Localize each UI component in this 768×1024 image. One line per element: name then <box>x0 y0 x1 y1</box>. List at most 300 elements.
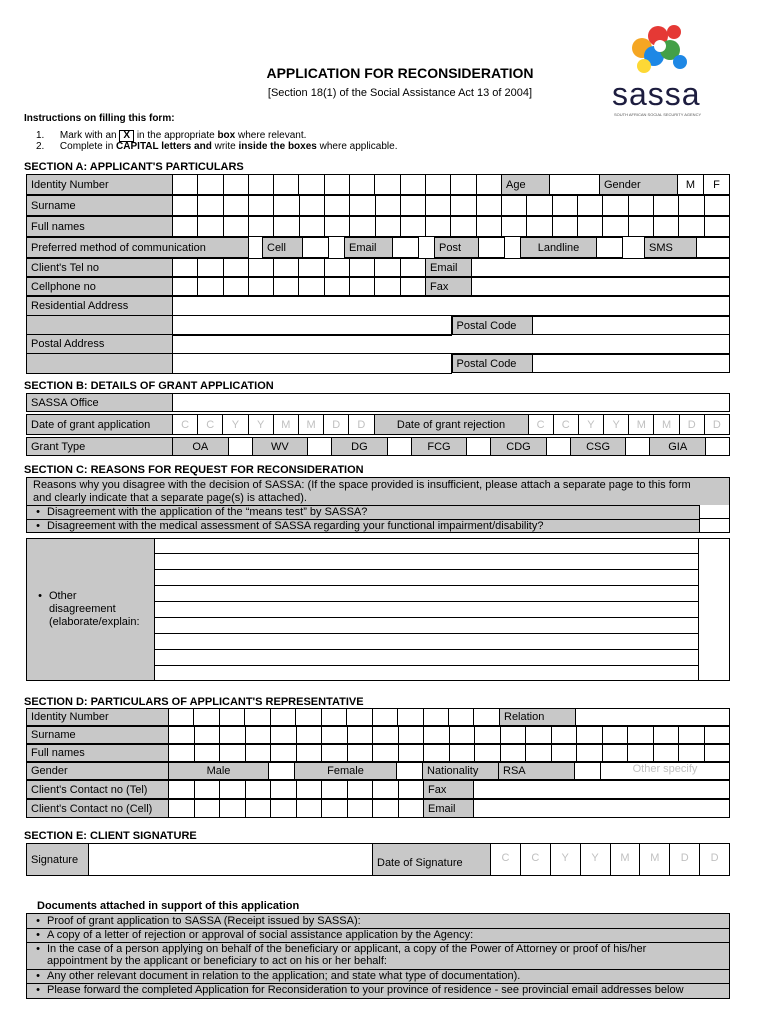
fax-input[interactable] <box>472 278 730 296</box>
rep-id-box[interactable] <box>474 709 500 726</box>
cell-digit-box[interactable] <box>324 278 349 296</box>
rep-tel-box[interactable] <box>194 781 220 799</box>
rep-id-box[interactable] <box>347 709 372 726</box>
rep-id-box[interactable] <box>296 709 321 726</box>
rep-surname-box[interactable] <box>653 727 679 744</box>
cell-digit-box[interactable] <box>274 278 299 296</box>
postal-code-2-input[interactable] <box>532 355 729 373</box>
surname-box[interactable] <box>653 196 678 216</box>
postal-code-2-label: Postal Code <box>452 355 532 373</box>
gender-label: Gender <box>600 175 678 195</box>
grant-type-fcg-box[interactable] <box>467 438 491 456</box>
id-digit-box[interactable] <box>451 175 476 195</box>
instruction-2-text-a: Complete in <box>59 141 114 152</box>
rep-full-names-box[interactable] <box>245 745 271 762</box>
full-names-box[interactable] <box>426 217 451 237</box>
residential-address-block <box>26 296 730 336</box>
full-names-box[interactable] <box>603 217 628 237</box>
surname-row <box>26 195 730 216</box>
rep-cell-box[interactable] <box>271 800 297 818</box>
grant-type-dg-label: DG <box>332 438 388 456</box>
rep-surname-box[interactable] <box>424 727 450 744</box>
rep-full-names-box[interactable] <box>169 745 195 762</box>
rep-surname-box[interactable] <box>704 727 730 744</box>
document-item-continuation: appointment by the applicant or beneficiary to act on his or her behalf: <box>47 955 387 967</box>
full-names-box[interactable] <box>704 217 729 237</box>
rep-full-names-label: Full names <box>27 745 169 762</box>
tel-digit-box[interactable] <box>198 259 223 277</box>
other-disagreement-lines[interactable] <box>155 539 699 680</box>
relation-input[interactable] <box>576 709 730 726</box>
age-input[interactable] <box>550 175 600 195</box>
rep-cell-box[interactable] <box>322 800 348 818</box>
id-digit-box[interactable] <box>375 175 400 195</box>
rep-id-box[interactable] <box>321 709 346 726</box>
surname-box[interactable] <box>173 196 198 216</box>
rep-surname-box[interactable] <box>449 727 475 744</box>
cell-digit-box[interactable] <box>198 278 223 296</box>
full-names-box[interactable] <box>502 217 527 237</box>
surname-box[interactable] <box>198 196 223 216</box>
cell-digit-box[interactable] <box>223 278 248 296</box>
rep-full-names-box[interactable] <box>194 745 220 762</box>
section-a-heading: SECTION A: APPLICANT'S PARTICULARS <box>24 161 244 173</box>
cell-digit-box[interactable] <box>350 278 375 296</box>
surname-box[interactable] <box>476 196 501 216</box>
rejection-date-box[interactable]: Y <box>604 415 629 435</box>
cell-option-label: Cell <box>263 238 303 258</box>
rep-tel-box[interactable] <box>245 781 271 799</box>
rep-identity-row <box>26 708 730 726</box>
cell-option-box[interactable] <box>303 238 329 258</box>
document-item <box>29 930 473 941</box>
reason-means-test-box[interactable] <box>700 505 729 519</box>
application-date-box[interactable]: C <box>198 415 223 435</box>
rep-full-names-box[interactable] <box>704 745 730 762</box>
tel-digit-box[interactable] <box>299 259 324 277</box>
rep-email-input[interactable] <box>474 800 730 818</box>
sassa-office-input[interactable] <box>173 394 730 412</box>
signature-label: Signature <box>27 844 89 876</box>
instruction-1-text-b: in the appropriate <box>136 130 215 141</box>
surname-box[interactable] <box>248 196 273 216</box>
rep-full-names-box[interactable] <box>475 745 501 762</box>
rep-tel-box[interactable] <box>220 781 246 799</box>
application-date-box[interactable]: Y <box>248 415 273 435</box>
surname-box[interactable] <box>223 196 248 216</box>
signature-date-box[interactable]: M <box>640 844 670 876</box>
signature-date-box[interactable]: C <box>520 844 550 876</box>
cellphone-row <box>26 277 730 296</box>
instruction-x-mark: X <box>119 130 134 142</box>
tel-digit-box[interactable] <box>350 259 375 277</box>
full-names-box[interactable] <box>223 217 248 237</box>
cell-digit-box[interactable] <box>400 278 425 296</box>
full-names-box[interactable] <box>451 217 476 237</box>
instruction-1-number: 1. <box>36 130 45 141</box>
date-of-application-label: Date of grant application <box>27 415 173 435</box>
application-date-box[interactable]: M <box>298 415 323 435</box>
signature-date-box[interactable]: D <box>670 844 700 876</box>
full-names-box[interactable] <box>628 217 653 237</box>
id-digit-box[interactable] <box>198 175 223 195</box>
full-names-box[interactable] <box>476 217 501 237</box>
rep-cell-label: Client's Contact no (Cell) <box>27 800 169 818</box>
rep-tel-box[interactable] <box>271 781 297 799</box>
application-date-box[interactable]: D <box>324 415 349 435</box>
postal-code-input[interactable] <box>532 317 729 335</box>
surname-box[interactable] <box>375 196 400 216</box>
rep-surname-label: Surname <box>27 727 169 744</box>
rep-full-names-box[interactable] <box>628 745 654 762</box>
id-digit-box[interactable] <box>400 175 425 195</box>
rep-surname-box[interactable] <box>526 727 552 744</box>
section-c-heading: SECTION C: REASONS FOR REQUEST FOR RECONSIDERATION <box>24 464 364 476</box>
rep-id-box[interactable] <box>448 709 473 726</box>
application-date-box[interactable]: C <box>173 415 198 435</box>
rep-cell-box[interactable] <box>194 800 220 818</box>
id-digit-box[interactable] <box>173 175 198 195</box>
rejection-date-box[interactable]: D <box>704 415 729 435</box>
rep-full-names-box[interactable] <box>322 745 348 762</box>
rep-surname-box[interactable] <box>500 727 526 744</box>
nationality-label: Nationality <box>423 763 499 780</box>
cell-digit-box[interactable] <box>375 278 400 296</box>
rep-tel-box[interactable] <box>296 781 322 799</box>
tel-digit-box[interactable] <box>173 259 198 277</box>
surname-box[interactable] <box>578 196 603 216</box>
signature-date-box[interactable]: Y <box>580 844 610 876</box>
full-names-box[interactable] <box>299 217 324 237</box>
surname-box[interactable] <box>274 196 299 216</box>
rep-full-names-box[interactable] <box>373 745 399 762</box>
rep-full-names-box[interactable] <box>398 745 424 762</box>
rep-id-box[interactable] <box>270 709 295 726</box>
rep-male-box[interactable] <box>269 763 295 780</box>
rep-tel-box[interactable] <box>169 781 195 799</box>
full-names-box[interactable] <box>552 217 577 237</box>
other-label-line-3: (elaborate/explain: <box>49 616 140 628</box>
rejection-date-box[interactable]: C <box>528 415 553 435</box>
preferred-method-row <box>26 237 730 258</box>
id-digit-box[interactable] <box>476 175 501 195</box>
application-date-box[interactable]: M <box>273 415 298 435</box>
postal-address-block <box>26 334 730 374</box>
document-item-text: Any other relevant document in relation to the application; and state what type of documentation). <box>47 970 521 982</box>
rep-surname-row <box>26 726 730 744</box>
landline-option-box[interactable] <box>597 238 623 258</box>
id-digit-box[interactable] <box>324 175 349 195</box>
reason-medical-text: Disagreement with the medical assessment of SASSA regarding your functional impairment/disability? <box>47 520 544 532</box>
email-label: Email <box>426 259 472 277</box>
identity-number-label: Identity Number <box>27 175 173 195</box>
grant-type-cdg-box[interactable] <box>546 438 570 456</box>
gender-m-option[interactable]: M <box>678 175 704 195</box>
rep-full-names-box[interactable] <box>526 745 552 762</box>
postal-address-label: Postal Address <box>27 335 173 354</box>
grant-type-csg-label: CSG <box>570 438 626 456</box>
signature-date-box[interactable]: C <box>491 844 521 876</box>
grant-type-oa-box[interactable] <box>228 438 252 456</box>
identity-number-row <box>26 174 730 195</box>
post-option-box[interactable] <box>479 238 505 258</box>
document-item-text: Proof of grant application to SASSA (Receipt issued by SASSA): <box>47 915 361 927</box>
reasons-intro-box <box>26 477 730 533</box>
rep-fax-label: Fax <box>424 781 474 799</box>
reason-medical-box[interactable] <box>700 519 729 532</box>
other-label-line-1: Other <box>49 590 77 602</box>
rep-full-names-box[interactable] <box>296 745 322 762</box>
nationality-rsa-label: RSA <box>499 763 575 780</box>
full-names-box[interactable] <box>350 217 375 237</box>
full-names-box[interactable] <box>274 217 299 237</box>
instruction-2-caps: CAPITAL letters and <box>116 141 212 152</box>
rep-id-box[interactable] <box>372 709 397 726</box>
signature-date-box[interactable]: Y <box>550 844 580 876</box>
rep-full-names-box[interactable] <box>679 745 705 762</box>
signature-field[interactable] <box>89 844 373 876</box>
document-item <box>29 971 520 982</box>
rejection-date-box[interactable]: M <box>654 415 679 435</box>
rep-cell-box[interactable] <box>398 800 424 818</box>
id-digit-box[interactable] <box>274 175 299 195</box>
full-names-box[interactable] <box>653 217 678 237</box>
rep-email-label: Email <box>424 800 474 818</box>
section-d-heading: SECTION D: PARTICULARS OF APPLICANT'S REPRESENTATIVE <box>24 696 364 708</box>
surname-box[interactable] <box>552 196 577 216</box>
application-date-box[interactable]: Y <box>223 415 248 435</box>
tel-digit-box[interactable] <box>400 259 425 277</box>
age-label: Age <box>502 175 550 195</box>
rep-id-box[interactable] <box>423 709 448 726</box>
application-date-box[interactable]: D <box>349 415 374 435</box>
email-input[interactable] <box>472 259 730 277</box>
rep-full-names-box[interactable] <box>220 745 246 762</box>
rep-tel-box[interactable] <box>347 781 373 799</box>
rep-identity-label: Identity Number <box>27 709 169 726</box>
reason-means-test <box>29 507 367 518</box>
surname-box[interactable] <box>426 196 451 216</box>
surname-box[interactable] <box>502 196 527 216</box>
surname-box[interactable] <box>704 196 729 216</box>
tel-digit-box[interactable] <box>324 259 349 277</box>
tel-digit-box[interactable] <box>223 259 248 277</box>
surname-box[interactable] <box>628 196 653 216</box>
rep-surname-box[interactable] <box>551 727 577 744</box>
preferred-method-label: Preferred method of communication <box>27 238 249 258</box>
rep-female-label: Female <box>295 763 397 780</box>
full-names-box[interactable] <box>375 217 400 237</box>
document-item <box>29 985 684 996</box>
surname-box[interactable] <box>350 196 375 216</box>
rep-full-names-box[interactable] <box>449 745 475 762</box>
email-option-label: Email <box>345 238 393 258</box>
rep-tel-box[interactable] <box>373 781 399 799</box>
rep-tel-box[interactable] <box>398 781 424 799</box>
cell-digit-box[interactable] <box>299 278 324 296</box>
signature-date-box[interactable]: M <box>610 844 640 876</box>
other-label-line-2: disagreement <box>49 603 116 615</box>
id-digit-box[interactable] <box>248 175 273 195</box>
sms-option-box[interactable] <box>697 238 730 258</box>
reason-means-test-text: Disagreement with the application of the “means test” by SASSA? <box>47 506 368 518</box>
rep-full-names-box[interactable] <box>347 745 373 762</box>
id-digit-box[interactable] <box>223 175 248 195</box>
instruction-2-number: 2. <box>36 141 45 152</box>
rep-surname-box[interactable] <box>373 727 399 744</box>
rep-surname-box[interactable] <box>628 727 654 744</box>
full-names-box[interactable] <box>173 217 198 237</box>
residential-address-line-1[interactable] <box>173 297 730 316</box>
rejection-date-box[interactable]: C <box>553 415 578 435</box>
rep-surname-box[interactable] <box>220 727 246 744</box>
rep-female-box[interactable] <box>397 763 423 780</box>
reasons-intro-text: Reasons why you disagree with the decision of SASSA: (If the space provided is insufficient, please attach a separate page to this form and clearly indicate that a separate page(s) is attached). <box>33 479 691 504</box>
tel-digit-box[interactable] <box>248 259 273 277</box>
instruction-1-text-c: where relevant. <box>238 130 307 141</box>
rejection-date-box[interactable]: Y <box>578 415 603 435</box>
id-digit-box[interactable] <box>350 175 375 195</box>
rep-surname-box[interactable] <box>271 727 297 744</box>
tel-digit-box[interactable] <box>375 259 400 277</box>
rep-full-names-box[interactable] <box>653 745 679 762</box>
surname-box[interactable] <box>299 196 324 216</box>
rep-surname-box[interactable] <box>577 727 603 744</box>
surname-box[interactable] <box>527 196 552 216</box>
rep-surname-box[interactable] <box>475 727 501 744</box>
nationality-other-input[interactable]: Other specify <box>601 763 730 780</box>
grant-type-csg-box[interactable] <box>626 438 650 456</box>
grant-type-wv-label: WV <box>252 438 308 456</box>
rep-surname-box[interactable] <box>398 727 424 744</box>
email-option-box[interactable] <box>393 238 419 258</box>
fax-label: Fax <box>426 278 472 296</box>
residential-address-label: Residential Address <box>27 297 173 316</box>
rep-tel-box[interactable] <box>322 781 348 799</box>
full-names-box[interactable] <box>578 217 603 237</box>
grant-type-label: Grant Type <box>27 438 173 456</box>
rep-tel-label: Client's Contact no (Tel) <box>27 781 169 799</box>
signature-date-box[interactable]: D <box>700 844 730 876</box>
grant-type-wv-box[interactable] <box>308 438 332 456</box>
rep-surname-box[interactable] <box>169 727 195 744</box>
rep-id-box[interactable] <box>194 709 219 726</box>
rep-cell-box[interactable] <box>296 800 322 818</box>
other-disagreement-box-check[interactable] <box>699 539 729 680</box>
tel-digit-box[interactable] <box>274 259 299 277</box>
instruction-2 <box>36 142 397 152</box>
clients-tel-row <box>26 258 730 277</box>
rep-id-box[interactable] <box>169 709 194 726</box>
other-disagreement-box <box>26 538 730 681</box>
residential-address-line-2[interactable] <box>173 316 452 336</box>
grant-type-dg-box[interactable] <box>387 438 411 456</box>
cell-digit-box[interactable] <box>248 278 273 296</box>
grant-type-gia-box[interactable] <box>706 438 730 456</box>
section-e-heading: SECTION E: CLIENT SIGNATURE <box>24 830 197 842</box>
form-subtitle: [Section 18(1) of the Social Assistance Act 13 of 2004] <box>267 87 533 99</box>
cellphone-label: Cellphone no <box>27 278 173 296</box>
full-names-box[interactable] <box>324 217 349 237</box>
full-names-box[interactable] <box>198 217 223 237</box>
rep-id-box[interactable] <box>219 709 244 726</box>
surname-box[interactable] <box>324 196 349 216</box>
rep-surname-box[interactable] <box>602 727 628 744</box>
rep-surname-box[interactable] <box>347 727 373 744</box>
surname-box[interactable] <box>603 196 628 216</box>
postal-code-label: Postal Code <box>452 317 532 335</box>
rejection-date-box[interactable]: D <box>679 415 704 435</box>
other-disagreement-label-cell <box>27 539 155 680</box>
landline-option-label: Landline <box>521 238 597 258</box>
rep-surname-box[interactable] <box>296 727 322 744</box>
full-names-label: Full names <box>27 217 173 237</box>
rep-full-names-box[interactable] <box>551 745 577 762</box>
postal-address-line-2[interactable] <box>173 354 452 374</box>
rep-id-box[interactable] <box>245 709 270 726</box>
logo-wordmark: sassa <box>612 76 701 112</box>
instructions-heading: Instructions on filling this form: <box>24 113 175 124</box>
nationality-rsa-box[interactable] <box>575 763 601 780</box>
grant-type-gia-label: GIA <box>650 438 706 456</box>
rep-cell-box[interactable] <box>245 800 271 818</box>
rep-surname-box[interactable] <box>194 727 220 744</box>
rep-cell-row <box>26 799 730 818</box>
rep-cell-box[interactable] <box>169 800 195 818</box>
cell-digit-box[interactable] <box>173 278 198 296</box>
rep-cell-box[interactable] <box>347 800 373 818</box>
surname-box[interactable] <box>679 196 704 216</box>
rep-surname-box[interactable] <box>245 727 271 744</box>
id-digit-box[interactable] <box>425 175 450 195</box>
postal-address-line-1[interactable] <box>173 335 730 354</box>
rep-surname-box[interactable] <box>322 727 348 744</box>
surname-box[interactable] <box>400 196 425 216</box>
full-names-box[interactable] <box>527 217 552 237</box>
rep-full-names-box[interactable] <box>577 745 603 762</box>
rep-full-names-box[interactable] <box>500 745 526 762</box>
grant-type-oa-label: OA <box>173 438 229 456</box>
rep-cell-box[interactable] <box>373 800 399 818</box>
document-item <box>29 916 361 927</box>
rep-gender-label: Gender <box>27 763 169 780</box>
sassa-office-row <box>26 393 730 412</box>
rep-full-names-box[interactable] <box>271 745 297 762</box>
rep-surname-box[interactable] <box>679 727 705 744</box>
date-of-rejection-label: Date of grant rejection <box>374 415 528 435</box>
full-names-box[interactable] <box>400 217 425 237</box>
rep-fax-input[interactable] <box>474 781 730 799</box>
rejection-date-box[interactable]: M <box>629 415 654 435</box>
surname-box[interactable] <box>451 196 476 216</box>
post-option-label: Post <box>435 238 479 258</box>
clients-tel-label: Client's Tel no <box>27 259 173 277</box>
document-item-text: Please forward the completed Application for Reconsideration to your province of residence - see provincial email addresses below <box>47 984 684 996</box>
rep-full-names-row <box>26 744 730 762</box>
documents-list <box>26 913 730 999</box>
id-digit-box[interactable] <box>299 175 324 195</box>
rep-id-box[interactable] <box>398 709 423 726</box>
grant-dates-row <box>26 414 730 435</box>
full-names-row <box>26 216 730 237</box>
rep-cell-box[interactable] <box>220 800 246 818</box>
gender-f-option[interactable]: F <box>704 175 730 195</box>
instruction-1-box: box <box>217 130 236 141</box>
full-names-box[interactable] <box>679 217 704 237</box>
rep-full-names-box[interactable] <box>424 745 450 762</box>
rep-full-names-box[interactable] <box>602 745 628 762</box>
full-names-box[interactable] <box>248 217 273 237</box>
